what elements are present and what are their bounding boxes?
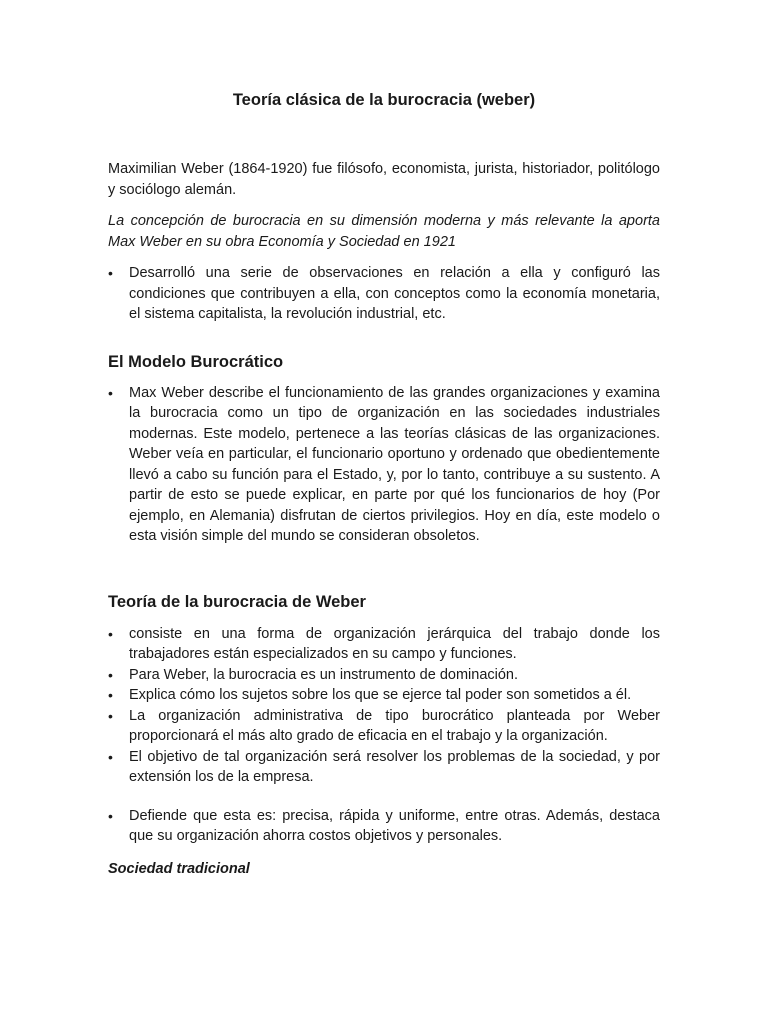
subheading-sociedad-tradicional: Sociedad tradicional	[108, 860, 250, 877]
list-item: • Explica cómo los sujetos sobre los que se ejerce tal poder son sometidos a él.	[108, 685, 660, 706]
list-item: • Defiende que esta es: precisa, rápida y uniforme, entre otras. Además, destaca que su organización ahorra costos objetivos y personales.	[108, 806, 660, 847]
bullet-list-teoria	[108, 624, 660, 847]
list-item: • consiste en una forma de organización jerárquica del trabajo donde los trabajadores están especializados en su campo y funciones.	[108, 624, 660, 665]
section-heading-teoria: Teoría de la burocracia de Weber	[108, 592, 366, 611]
italic-paragraph: La concepción de burocracia en su dimensión moderna y más relevante la aporta Max Weber en su obra Economía y Sociedad en 1921	[108, 213, 660, 250]
intro-paragraph: Maximilian Weber (1864-1920) fue filósofo, economista, jurista, historiador, politólogo y sociólogo alemán.	[108, 161, 660, 198]
list-item: • Max Weber describe el funcionamiento de las grandes organizaciones y examina la burocracia como un tipo de organización en las sociedades industriales modernas. Este modelo, pertenece a las teorías clásicas de las organizaciones. Weber veía en particular, el funcionario oportuno y ordenado que obedientemente llevó a cabo su función para el Estado, y, por lo tanto, contribuye a su sustento. A partir de esto se puede explicar, en parte por qué los funcionarios de hoy (Por ejemplo, en Alemania) disfrutan de ciertos privilegios. Hoy en día, este modelo o esta visión simple del mundo se consideran obsoletos.	[108, 383, 660, 547]
document-title: Teoría clásica de la burocracia (weber)	[232, 91, 536, 109]
list-item: • La organización administrativa de tipo burocrático planteada por Weber proporcionará el más alto grado de eficacia en el trabajo y la organización.	[108, 706, 660, 747]
bullet-list-modelo	[108, 383, 660, 547]
list-item: • Para Weber, la burocracia es un instrumento de dominación.	[108, 665, 660, 686]
section-heading-modelo: El Modelo Burocrático	[108, 352, 284, 371]
list-item: • Desarrolló una serie de observaciones en relación a ella y configuró las condiciones que contribuyen a ella, con conceptos como la economía monetaria, el sistema capitalista, la revolución industrial, etc.	[108, 263, 660, 325]
bullet-list-intro	[108, 263, 660, 325]
list-item: • El objetivo de tal organización será resolver los problemas de la sociedad, y por extensión los de la empresa.	[108, 747, 660, 788]
